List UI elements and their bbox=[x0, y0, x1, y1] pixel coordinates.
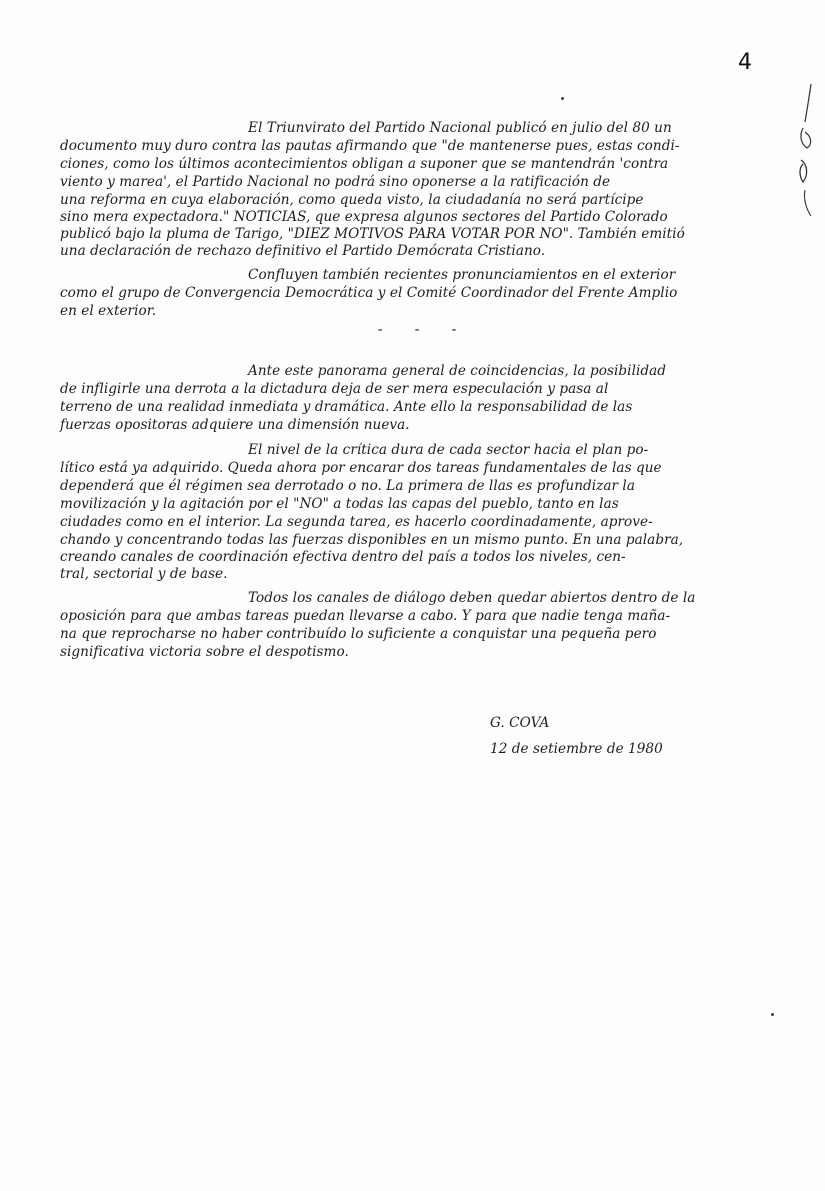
paragraph-4-line-6: chando y concentrando todas las fuerzas disponibles en un mismo punto. En una palabra, bbox=[60, 532, 684, 548]
paragraph-3-line-3: terreno de una realidad inmediata y dramática. Ante ello la responsabilidad de las bbox=[60, 399, 633, 415]
section-separator: - - - bbox=[376, 322, 469, 338]
paragraph-5-line-2: oposición para que ambas tareas puedan llevarse a cabo. Y para que nadie tenga maña- bbox=[60, 608, 671, 624]
paragraph-4-line-7: creando canales de coordinación efectiva dentro del país a todos los niveles, cen- bbox=[60, 549, 626, 565]
paragraph-4-line-8: tral, sectorial y de base. bbox=[60, 566, 228, 582]
paragraph-3-line-2: de infligirle una derrota a la dictadura deja de ser mera especulación y pasa al bbox=[60, 381, 609, 397]
signature-date: 12 de setiembre de 1980 bbox=[490, 741, 663, 757]
ink-speck bbox=[561, 97, 564, 100]
paragraph-1-line-8: una declaración de rechazo definitivo el Partido Demócrata Cristiano. bbox=[60, 243, 546, 259]
paragraph-1-line-7: publicó bajo la pluma de Tarigo, "DIEZ MOTIVOS PARA VOTAR POR NO". También emitió bbox=[60, 226, 685, 242]
paragraph-4-line-5: ciudades como en el interior. La segunda tarea, es hacerlo coordinadamente, aprove- bbox=[60, 514, 653, 530]
paragraph-3-line-1: Ante este panorama general de coincidencias, la posibilidad bbox=[248, 363, 667, 379]
paragraph-1-line-4: viento y marea', el Partido Nacional no podrá sino oponerse a la ratificación de bbox=[60, 174, 611, 190]
signature-name: G. COVA bbox=[490, 715, 550, 731]
paragraph-4-line-1: El nivel de la crítica dura de cada sector hacia el plan po- bbox=[248, 442, 649, 458]
paragraph-5-line-1: Todos los canales de diálogo deben quedar abiertos dentro de la bbox=[248, 590, 696, 606]
paragraph-4-line-2: lítico está ya adquirido. Queda ahora por encarar dos tareas fundamentales de las que bbox=[60, 460, 662, 476]
paragraph-4-line-3: dependerá que él régimen sea derrotado o no. La primera de llas es profundizar la bbox=[60, 478, 635, 494]
paragraph-1-line-3: ciones, como los últimos acontecimientos obligan a suponer que se mantendrán 'contra bbox=[60, 156, 669, 172]
paragraph-1-line-6: sino mera expectadora." NOTICIAS, que expresa algunos sectores del Partido Colorado bbox=[60, 209, 668, 225]
paragraph-2-line-3: en el exterior. bbox=[60, 303, 157, 319]
ink-speck bbox=[771, 1013, 774, 1016]
paragraph-2-line-1: Confluyen también recientes pronunciamientos en el exterior bbox=[248, 267, 676, 283]
paragraph-3-line-4: fuerzas opositoras adquiere una dimensión nueva. bbox=[60, 417, 410, 433]
page-number: 4 bbox=[738, 50, 752, 75]
paragraph-5-line-4: significativa victoria sobre el despotismo. bbox=[60, 644, 349, 660]
paragraph-5-line-3: na que reprocharse no haber contribuído lo suficiente a conquistar una pequeña pero bbox=[60, 626, 657, 642]
paragraph-1-line-5: una reforma en cuya elaboración, como queda visto, la ciudadanía no será partícipe bbox=[60, 192, 644, 208]
margin-handwriting-marks bbox=[793, 78, 821, 228]
paragraph-1-line-1: El Triunvirato del Partido Nacional publicó en julio del 80 un bbox=[248, 120, 672, 136]
paragraph-2-line-2: como el grupo de Convergencia Democrática y el Comité Coordinador del Frente Amplio bbox=[60, 285, 678, 301]
paragraph-1-line-2: documento muy duro contra las pautas afirmando que "de mantenerse pues, estas condi- bbox=[60, 138, 680, 154]
paragraph-4-line-4: movilización y la agitación por el "NO" a todas las capas del pueblo, tanto en las bbox=[60, 496, 619, 512]
